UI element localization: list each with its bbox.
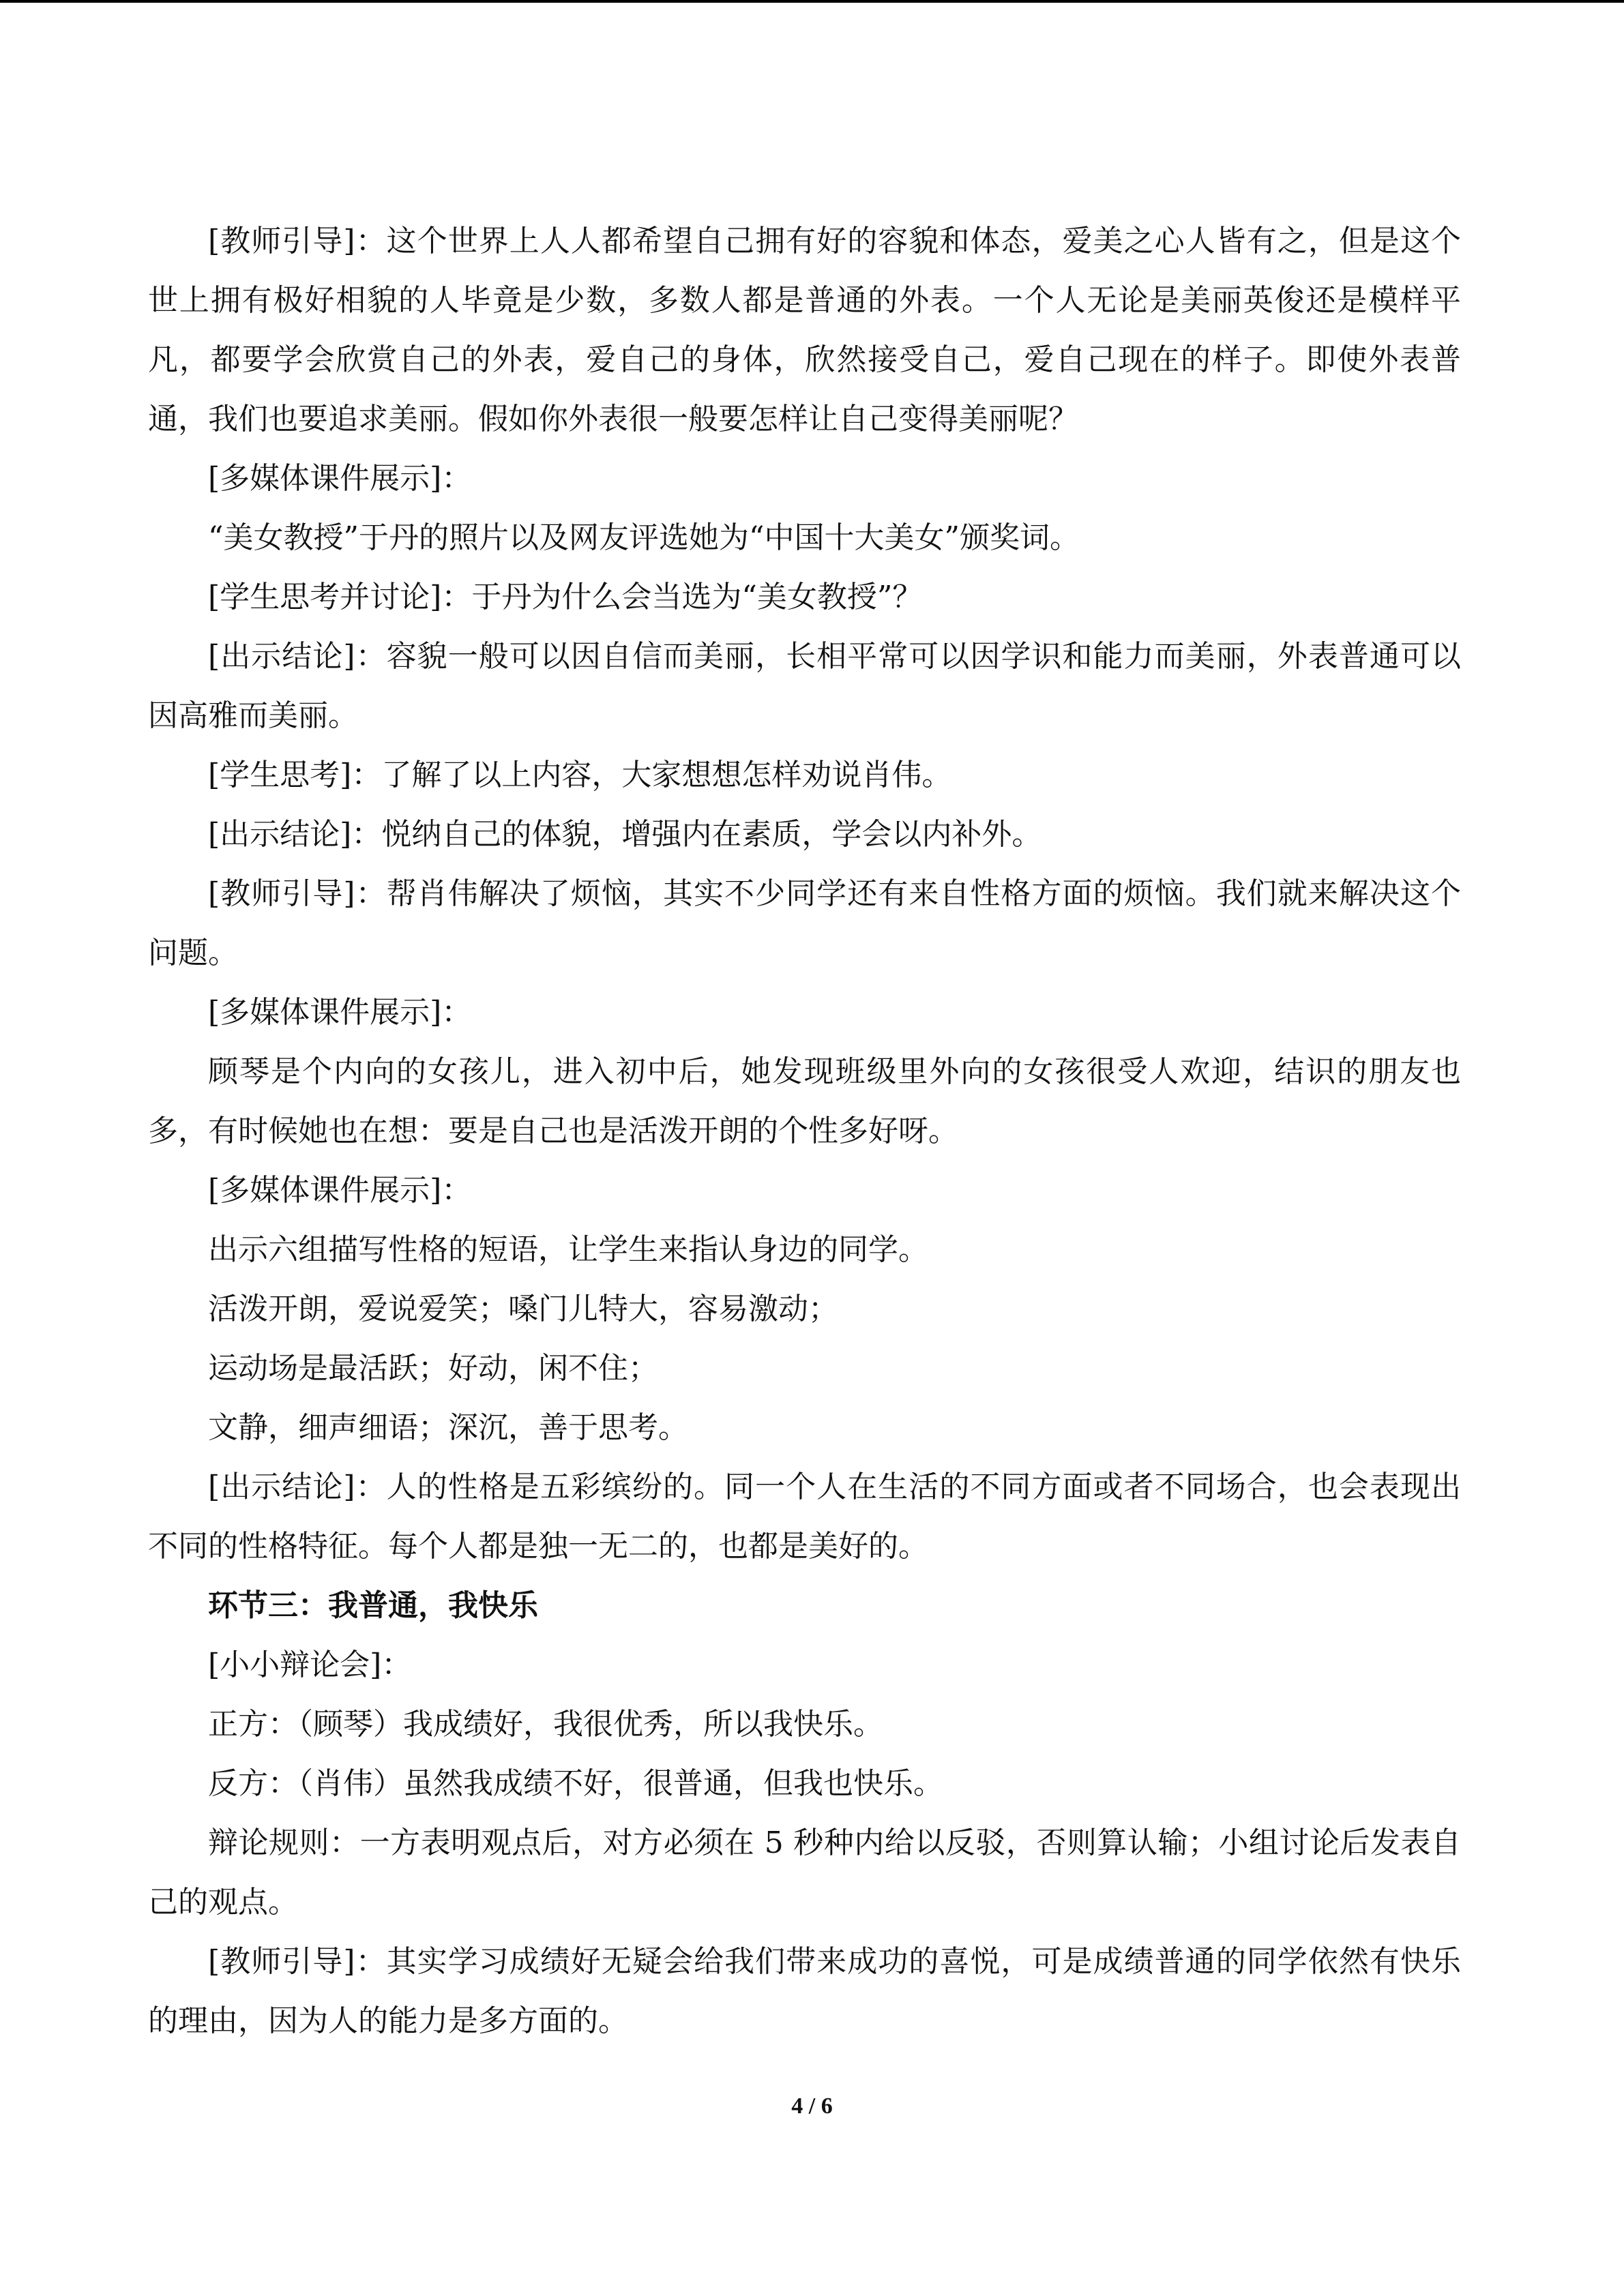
paragraph-guqin-story: 顾琴是个内向的女孩儿，进入初中后，她发现班级里外向的女孩很受人欢迎，结识的朋友也多，有时候她也在想：要是自己也是活泼开朗的个性多好呀。 [148,1054,1461,1148]
paragraph-multimedia-show: [多媒体课件展示]： [208,1173,472,1208]
paragraph-debate-title: [小小辩论会]： [208,1648,412,1682]
document-body [148,211,1461,2051]
paragraph-con-side: 反方：（肖伟）虽然我成绩不好，很普通，但我也快乐。 [208,1766,943,1801]
section-heading-part-three: 环节三：我普通，我快乐 [208,1588,538,1623]
paragraph-six-phrases: 出示六组描写性格的短语，让学生来指认身边的同学。 [208,1232,928,1267]
paragraph-phrase-group-3: 文静，细声细语；深沉，善于思考。 [208,1410,688,1445]
page-number: 4 / 6 [791,2093,833,2119]
paragraph-teacher-guide-personality: [教师引导]：帮肖伟解决了烦恼，其实不少同学还有来自性格方面的烦恼。我们就来解决这个问题。 [148,876,1461,970]
paragraph-multimedia-show: [多媒体课件展示]： [208,461,472,496]
paragraph-phrase-group-1: 活泼开朗，爱说爱笑；嗓门儿特大，容易激动； [208,1292,838,1326]
paragraph-conclusion-personality: [出示结论]：人的性格是五彩缤纷的。同一个人在生活的不同方面或者不同场合，也会表现出不同的性格特征。每个人都是独一无二的，也都是美好的。 [148,1470,1461,1564]
paragraph-student-think: [学生思考]：了解了以上内容，大家想想怎样劝说肖伟。 [208,758,952,792]
paragraph-debate-rules: 辩论规则：一方表明观点后，对方必须在 5 秒种内给以反驳，否则算认输；小组讨论后发表自己的观点。 [148,1825,1461,1920]
paragraph-teacher-guide-appearance: [教师引导]：这个世界上人人都希望自己拥有好的容貌和体态，爱美之心人皆有之，但是这个世上拥有极好相貌的人毕竟是少数，多数人都是普通的外表。一个人无论是美丽英俊还是模样平凡，都要学会欣赏自己的外表，爱自己的身体，欣然接受自己，爱自己现在的样子。即使外表普通，我们也要追求美丽。假如你外表很一般要怎样让自己变得美丽呢？ [148,224,1461,436]
paragraph-pro-side: 正方：（顾琴）我成绩好，我很优秀，所以我快乐。 [208,1707,883,1742]
paragraph-phrase-group-2: 运动场是最活跃；好动，闲不住； [208,1351,658,1386]
top-border-line [0,0,1624,3]
paragraph-conclusion-beauty: [出示结论]：容貌一般可以因自信而美丽，长相平常可以因学识和能力而美丽，外表普通可以因高雅而美丽。 [148,639,1461,733]
paragraph-conclusion-accept: [出示结论]：悦纳自己的体貌，增强内在素质，学会以内补外。 [208,817,1042,852]
paragraph-teacher-guide-grades: [教师引导]：其实学习成绩好无疑会给我们带来成功的喜悦，可是成绩普通的同学依然有快乐的理由，因为人的能力是多方面的。 [148,1944,1461,2038]
paragraph-multimedia-show: [多媒体课件展示]： [208,995,472,1030]
paragraph-yudan-photo: “美女教授”于丹的照片以及网友评选她为“中国十大美女”颁奖词。 [208,520,1080,555]
paragraph-student-discussion: [学生思考并讨论]：于丹为什么会当选为“美女教授”？ [208,580,923,614]
